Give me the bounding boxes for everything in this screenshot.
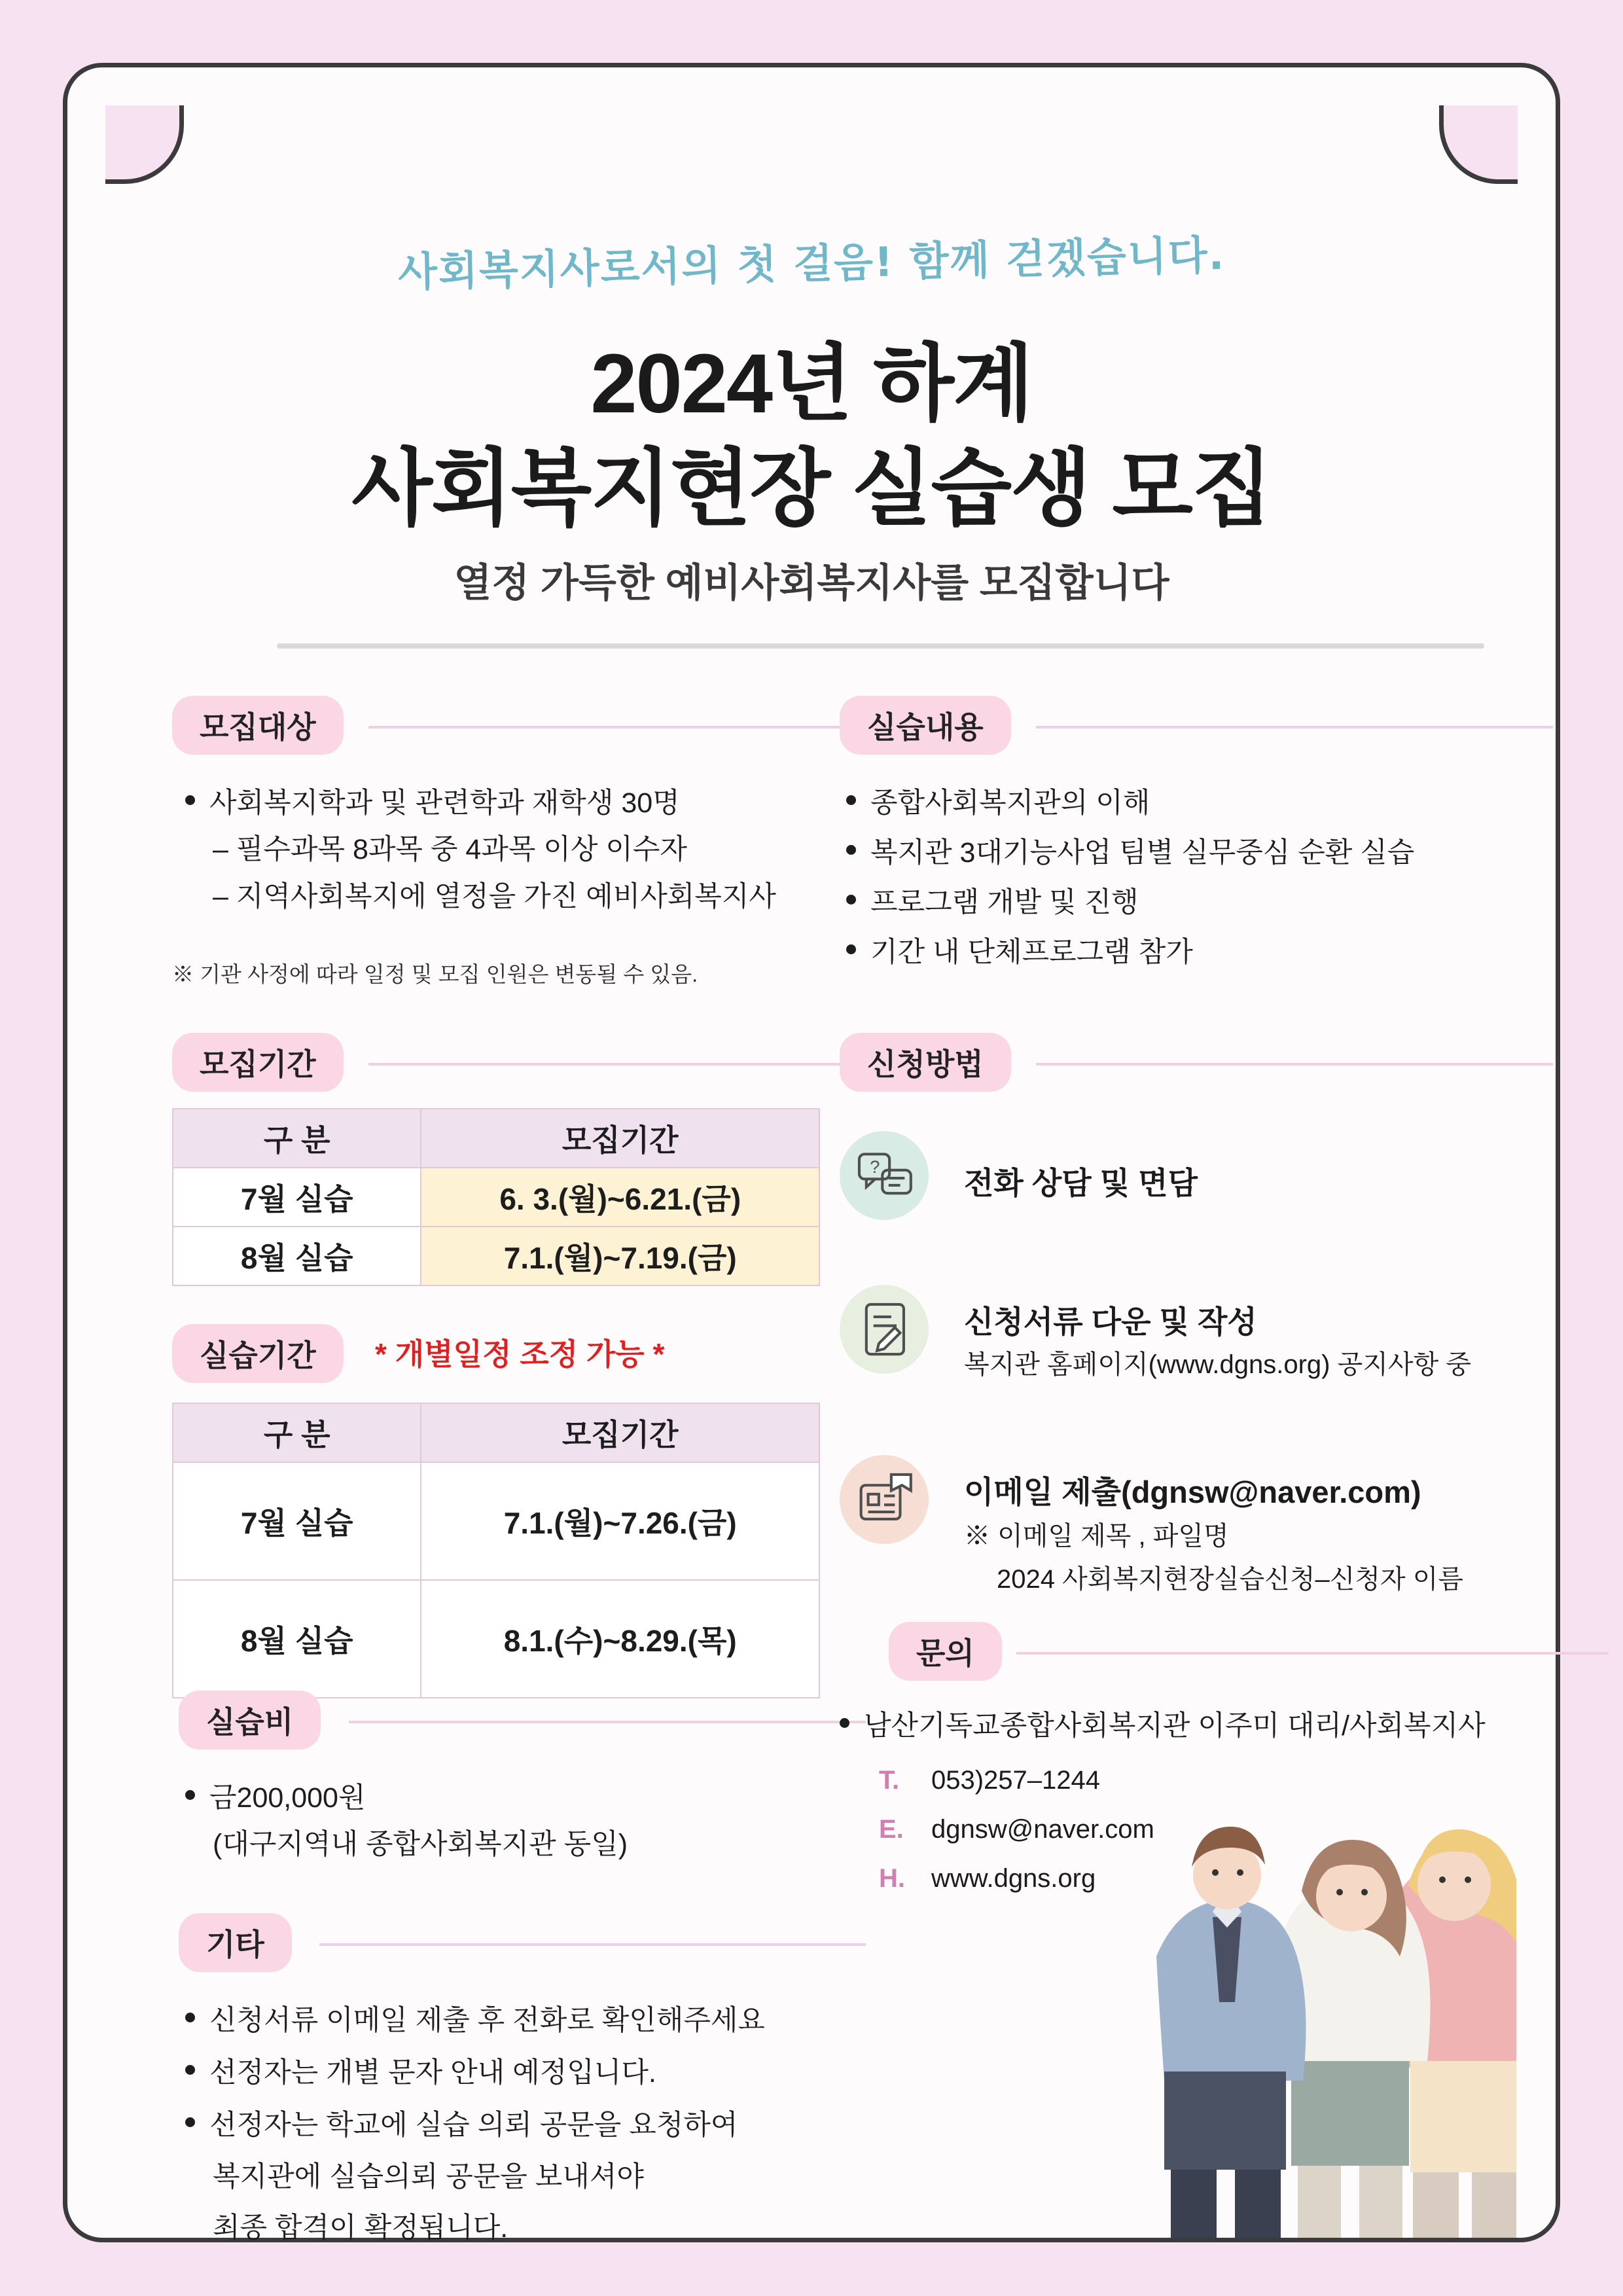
inquiry-homepage-label: H. xyxy=(879,1864,905,1893)
practice-row1-col1: 8.1.(수)~8.29.(목) xyxy=(421,1580,819,1698)
apply-step-1-title: 신청서류 다운 및 작성 xyxy=(964,1304,1257,1339)
section-target-rule xyxy=(368,726,853,728)
practice-row0-col1: 7.1.(월)~7.26.(금) xyxy=(421,1462,819,1580)
poster-inner xyxy=(67,67,1556,2244)
recruit-row1-col1: 7.1.(월)~7.19.(금) xyxy=(421,1227,819,1285)
practice-header-0: 구 분 xyxy=(173,1403,421,1462)
people-illustration xyxy=(927,1721,1516,2238)
recruit-row0-col1: 6. 3.(월)~6.21.(금) xyxy=(421,1168,819,1227)
section-target-chip: 모집대상 xyxy=(172,696,344,755)
document-pen-icon xyxy=(840,1285,929,1374)
etc-item-2-text: 선정자는 학교에 실습 의뢰 공문을 요청하여 xyxy=(209,2109,738,2141)
etc-item-1 xyxy=(185,2051,656,2090)
section-practice-period-chip: 실습기간 xyxy=(172,1324,344,1383)
poster-title-line2: 사회복지현장 실습생 모집 xyxy=(351,442,1272,535)
etc-cont2-text: 최종 합격이 확정됩니다. xyxy=(213,2212,508,2244)
fee-line1 xyxy=(185,1776,366,1816)
person-left xyxy=(1156,1827,1306,2238)
inquiry-email-label: E. xyxy=(879,1815,904,1844)
target-item-2-text: – 지역사회복지에 열정을 가진 예비사회복지사 xyxy=(213,881,776,912)
section-fee-rule xyxy=(349,1721,866,1723)
recruit-row0-col0: 7월 실습 xyxy=(173,1168,421,1227)
inquiry-homepage-value: www.dgns.org xyxy=(931,1864,1096,1893)
poster-subtitle: 열정 가득한 예비사회복지사를 모집합니다 xyxy=(454,561,1169,605)
content-item-2 xyxy=(846,880,1139,920)
poster-card xyxy=(63,63,1560,2242)
document-pen-icon-svg xyxy=(840,1285,929,1374)
section-fee-header xyxy=(179,1691,321,1749)
etc-item-1-text: 선정자는 개별 문자 안내 예정입니다. xyxy=(209,2057,656,2089)
section-recruit-period-chip: 모집기간 xyxy=(172,1033,344,1092)
content-item-3-text: 기간 내 단체프로그램 참가 xyxy=(870,937,1193,968)
content-item-0 xyxy=(846,781,1150,821)
section-recruit-period-header xyxy=(172,1033,344,1092)
recruit-period-table xyxy=(172,1108,820,1286)
bullet-dot xyxy=(185,795,195,805)
content-item-1-text: 복지관 3대기능사업 팀별 실무중심 순환 실습 xyxy=(870,837,1415,869)
practice-row1-col0: 8월 실습 xyxy=(173,1580,421,1698)
table-row xyxy=(173,1168,819,1227)
bullet-dot xyxy=(185,1790,195,1800)
recruit-header-1: 모집기간 xyxy=(421,1109,819,1168)
bullet-dot xyxy=(846,895,856,905)
inquiry-email-value: dgnsw@naver.com xyxy=(931,1815,1154,1844)
section-fee-chip: 실습비 xyxy=(179,1691,321,1749)
bullet-dot xyxy=(840,1718,849,1728)
content-item-0-text: 종합사회복지관의 이해 xyxy=(870,787,1150,819)
etc-item-2 xyxy=(185,2103,738,2143)
table-row xyxy=(173,1462,819,1580)
bullet-dot xyxy=(185,2065,195,2075)
target-note: ※ 기관 사정에 따라 일정 및 모집 인원은 변동될 수 있음. xyxy=(172,962,698,986)
section-apply-header xyxy=(840,1033,1011,1092)
header-divider xyxy=(277,643,1484,649)
bullet-dot xyxy=(185,2117,195,2127)
target-item-0 xyxy=(185,781,680,821)
content-item-3 xyxy=(846,930,1193,970)
apply-step-2-sub: ※ 이메일 제목 , 파일명 xyxy=(964,1522,1229,1551)
apply-step-2-sub2: 2024 사회복지현장실습신청–신청자 이름 xyxy=(997,1565,1464,1594)
poster-title-line1: 2024년 하계 xyxy=(590,337,1033,431)
practice-header-1: 모집기간 xyxy=(421,1403,819,1462)
svg-text:?: ? xyxy=(870,1156,880,1177)
fee-line2-text: (대구지역내 종합사회복지관 동일) xyxy=(213,1829,628,1860)
inquiry-org-text: 남산기독교종합사회복지관 이주미 대리/사회복지사 xyxy=(864,1710,1486,1742)
apply-step-1-sub: 복지관 홈페이지(www.dgns.org) 공지사항 중 xyxy=(964,1350,1471,1379)
content-item-2-text: 프로그램 개발 및 진행 xyxy=(870,887,1139,918)
inquiry-tel-label: T. xyxy=(879,1766,900,1795)
section-apply-rule xyxy=(1036,1063,1553,1066)
inquiry-tel-value: 053)257–1244 xyxy=(931,1766,1101,1795)
handwritten-tagline: 사회복지사로서의 첫 걸음! 함께 걷겠습니다. xyxy=(397,230,1226,296)
etc-item-0 xyxy=(185,1998,765,2038)
bullet-dot xyxy=(846,795,856,805)
target-item-1-text: – 필수과목 8과목 중 4과목 이상 이수자 xyxy=(213,834,687,865)
section-inquiry-header xyxy=(889,1622,1002,1681)
section-etc-rule xyxy=(319,1943,866,1946)
section-target-header xyxy=(172,696,344,755)
chat-bubble-icon-svg xyxy=(840,1131,929,1220)
practice-row0-col0: 7월 실습 xyxy=(173,1462,421,1580)
section-inquiry-rule xyxy=(1016,1652,1609,1655)
section-recruit-period-rule xyxy=(368,1063,853,1066)
section-content-chip: 실습내용 xyxy=(840,696,1011,755)
section-content-rule xyxy=(1036,726,1553,728)
recruit-row1-col0: 8월 실습 xyxy=(173,1227,421,1285)
fee-line1-text: 금200,000원 xyxy=(209,1782,366,1814)
content-item-1 xyxy=(846,831,1414,870)
apply-step-2-title: 이메일 제출(dgnsw@naver.com) xyxy=(964,1475,1421,1509)
section-content-header xyxy=(840,696,1011,755)
bullet-dot xyxy=(185,2013,195,2022)
target-item-0-text: 사회복지학과 및 관련학과 재학생 30명 xyxy=(209,787,680,819)
etc-item-0-text: 신청서류 이메일 제출 후 전화로 확인해주세요 xyxy=(209,2005,765,2036)
section-inquiry-chip: 문의 xyxy=(889,1622,1002,1681)
section-apply-chip: 신청방법 xyxy=(840,1033,1011,1092)
section-etc-chip: 기타 xyxy=(179,1913,292,1972)
bullet-dot xyxy=(846,944,856,954)
email-send-icon-svg xyxy=(840,1455,929,1544)
table-header-row xyxy=(173,1109,819,1168)
bullet-dot xyxy=(846,845,856,855)
table-header-row xyxy=(173,1403,819,1462)
email-send-icon xyxy=(840,1455,929,1544)
chat-bubble-icon xyxy=(840,1131,929,1220)
practice-period-table xyxy=(172,1403,820,1698)
apply-step-0-title: 전화 상담 및 면담 xyxy=(964,1166,1198,1200)
table-row xyxy=(173,1580,819,1698)
etc-cont1-text: 복지관에 실습의뢰 공문을 보내셔야 xyxy=(213,2161,644,2193)
section-etc-header xyxy=(179,1913,292,1972)
practice-period-star-note: * 개별일정 조정 가능 * xyxy=(375,1337,665,1371)
table-row xyxy=(173,1227,819,1285)
section-practice-period-header xyxy=(172,1324,344,1383)
recruit-header-0: 구 분 xyxy=(173,1109,421,1168)
